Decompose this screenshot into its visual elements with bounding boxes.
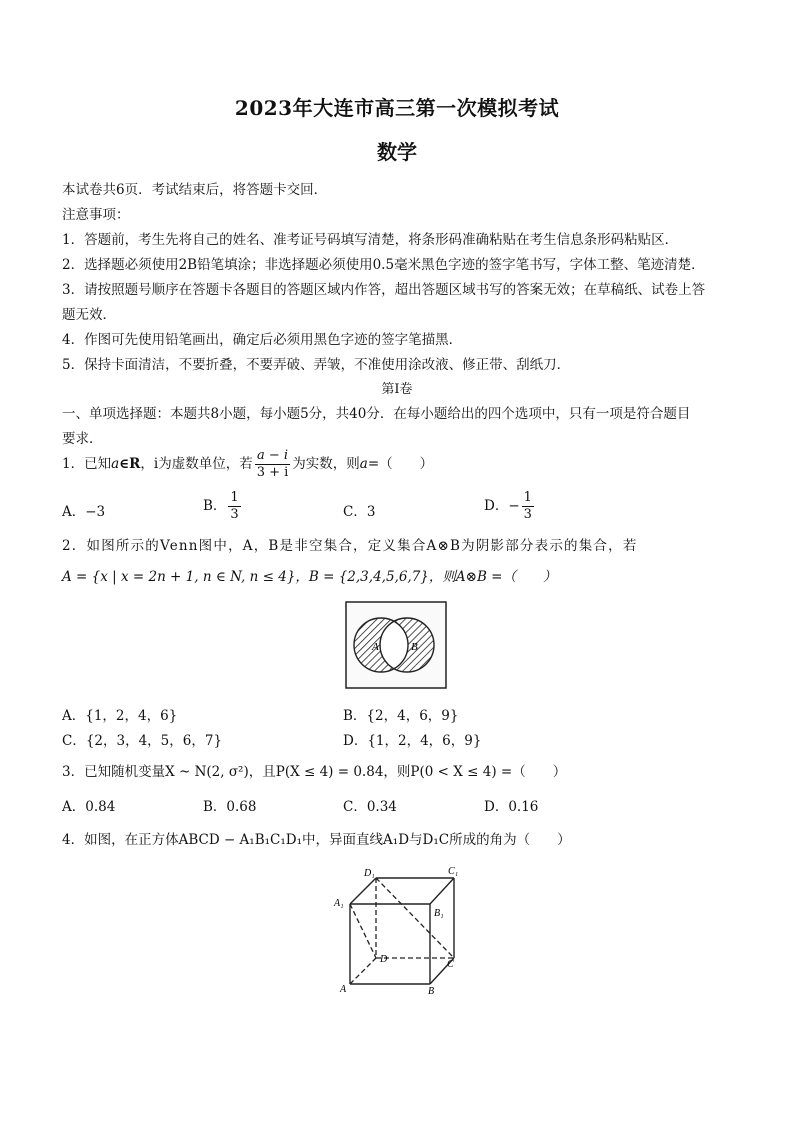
- q1-option-b-label: B．: [203, 498, 227, 514]
- q1-in-r: ∈R: [119, 456, 141, 472]
- section-label: 第I卷: [381, 382, 413, 397]
- question-3: 3．已知随机变量X ~ N(2, σ²)，且P(X ≤ 4) = 0.84，则P(0 < X ≤ 4) =（ ）: [62, 764, 567, 780]
- q1-prefix: 1．已知: [62, 456, 112, 472]
- cube-label-b: B: [428, 986, 435, 994]
- q2-option-c: C．{2，3，4，5，6，7}: [62, 733, 223, 749]
- q1-var-a: a: [111, 456, 120, 472]
- intro-line: 本试卷共6页．考试结束后，将答题卡交回．: [62, 182, 328, 198]
- q1-option-b-frac: [228, 490, 240, 523]
- q1-d-num: 1: [523, 490, 532, 505]
- q3-option-d: D．0.16: [484, 799, 539, 815]
- q2-option-b: B．{2，4，6，9}: [343, 708, 459, 724]
- note-5: 5．保持卡面清洁，不要折叠，不要弄破、弄皱，不准使用涂改液、修正带、刮纸刀．: [62, 357, 571, 373]
- subject-title: 数学: [377, 140, 417, 164]
- venn-diagram: [345, 601, 447, 689]
- question-4: 4．如图，在正方体ABCD − A₁B₁C₁D₁中，异面直线A₁D与D₁C所成的角为（ ）: [62, 832, 571, 848]
- question-2-line1: 2．如图所示的Venn图中，A，B是非空集合，定义集合A⊗B为阴影部分表示的集合，若: [62, 538, 638, 554]
- note-3a: 3．请按照题号顺序在答题卡各题目的答题区域内作答，超出答题区域书写的答案无效；在草稿纸、试卷上答: [62, 282, 706, 298]
- q1-option-c: C．3: [343, 504, 376, 520]
- exam-title: 2023年大连市高三第一次模拟考试: [234, 96, 560, 120]
- q1-var-a2: a: [359, 456, 368, 472]
- q3-option-a: A．0.84: [62, 799, 116, 815]
- cube-label-c: C: [447, 959, 454, 970]
- q1-b-num: 1: [230, 490, 239, 505]
- q2-option-a: A．{1，2，4，6}: [62, 708, 178, 724]
- question-1: [62, 448, 433, 481]
- q1-frac-num: a − i: [255, 448, 291, 465]
- q1-option-b: [203, 490, 243, 523]
- q1-option-a: A．−3: [62, 504, 106, 520]
- cube-label-d: D: [380, 954, 388, 965]
- q3-option-c: C．0.34: [343, 799, 397, 815]
- cube-label-a1: A₁: [334, 898, 344, 909]
- section-desc-b: 要求．: [62, 431, 103, 447]
- q1-option-d-label: D．−: [484, 498, 520, 514]
- note-2: 2．选择题必须使用2B铅笔填涂；非选择题必须使用0.5毫米黑色字迹的签字笔书写，字体工整、笔迹清楚．: [62, 257, 705, 273]
- q1-b-den: 3: [230, 507, 239, 522]
- q1-fraction: [255, 448, 291, 481]
- venn-label-a: A: [372, 641, 379, 653]
- q1-suffix: 为实数，则: [292, 456, 360, 472]
- section-desc-a: 一、单项选择题：本题共8小题，每小题5分，共40分．在每小题给出的四个选项中，只有一项是符合题目: [62, 406, 691, 422]
- q3-option-b: B．0.68: [203, 799, 257, 815]
- note-1: 1．答题前，考生先将自己的姓名、准考证号码填写清楚，将条形码准确粘贴在考生信息条形码粘贴区．: [62, 232, 679, 248]
- venn-label-b: B: [411, 641, 418, 653]
- q2-option-d: D．{1，2，4，6，9}: [343, 733, 482, 749]
- question-2-line2: A = {x | x = 2n + 1, n ∈ N, n ≤ 4}，B = {2,3,4,5,6,7}，则A⊗B =（ ）: [62, 569, 557, 585]
- cube-label-d1: D₁: [364, 868, 375, 879]
- q1-tail: =（ ）: [367, 456, 434, 472]
- q1-option-d: [484, 490, 536, 523]
- cube-label-b1: B₁: [434, 908, 444, 919]
- note-3b: 题无效．: [62, 307, 116, 323]
- q1-mid: ，i为虚数单位，若: [140, 456, 253, 472]
- q1-d-den: 3: [523, 507, 532, 522]
- cube-label-a: A: [340, 984, 347, 994]
- q1-frac-den: 3 + i: [256, 465, 289, 480]
- q1-option-d-frac: [522, 490, 534, 523]
- notes-title: 注意事项：: [62, 207, 130, 223]
- cube-label-c1: C₁: [448, 866, 459, 877]
- cube-diagram: [330, 864, 460, 994]
- note-4: 4．作图可先使用铅笔画出，确定后必须用黑色字迹的签字笔描黑．: [62, 332, 463, 348]
